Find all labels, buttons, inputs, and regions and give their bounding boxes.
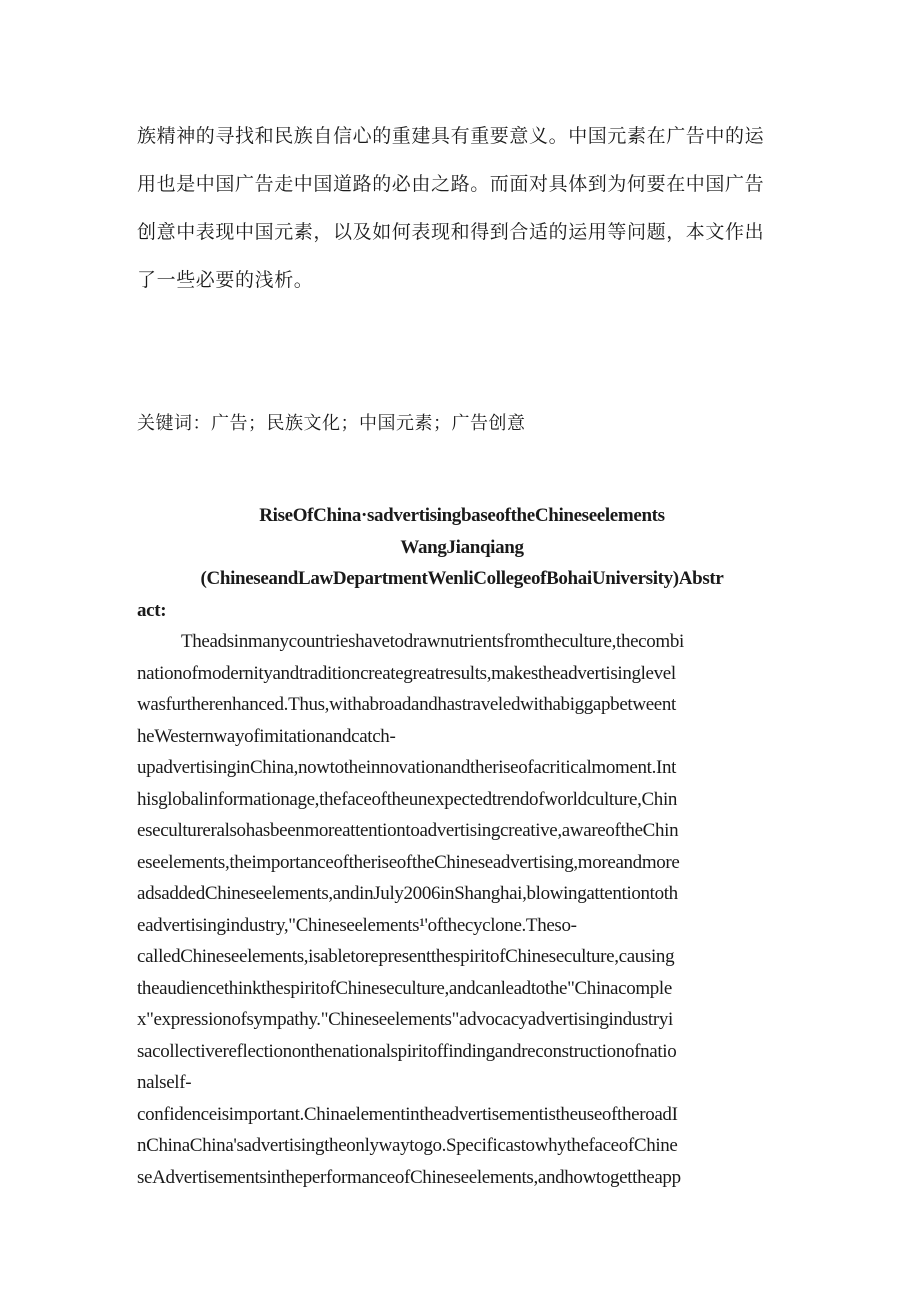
chinese-abstract-line: 族精神的寻找和民族自信心的重建具有重要意义。中国元素在广告中的运 bbox=[137, 125, 765, 147]
chinese-abstract-paragraph bbox=[137, 112, 787, 304]
english-abstract-line: heWesternwayofimitationandcatch- bbox=[137, 725, 396, 747]
chinese-keywords: 关键词：广告；民族文化；中国元素；广告创意 bbox=[137, 413, 526, 434]
english-abstract-line: x"expressionofsympathy."Chineseelements"advocacyadvertisingindustryi bbox=[137, 1009, 673, 1030]
english-abstract-line: eseelements,theimportanceoftheriseoftheChineseadvertising,moreandmore bbox=[137, 851, 680, 873]
english-abstract-line: theaudiencethinkthespiritofChineseculture,andcanleadtothe"Chinacomple bbox=[137, 977, 672, 999]
abstract-heading: act: bbox=[137, 599, 167, 621]
english-abstract-line: calledChineseelements,isabletorepresentthespiritofChineseculture,causing bbox=[137, 946, 675, 967]
english-abstract-line: eadvertisingindustry,"Chineseelements¹'ofthecyclone.Theso- bbox=[137, 914, 577, 936]
english-abstract-line: nChinaChina'sadvertisingtheonlywaytogo.SpecificastowhythefaceofChine bbox=[137, 1135, 678, 1156]
english-abstract-section bbox=[137, 500, 787, 1193]
english-title: RiseOfChina·sadvertisingbaseoftheChineseelements bbox=[259, 505, 665, 526]
english-abstract-line: hisglobalinformationage,thefaceoftheunexpectedtrendofworldculture,Chin bbox=[137, 788, 678, 810]
english-abstract-line: sacollectivereflectiononthenationalspiritoffindingandreconstructionofnatio bbox=[137, 1040, 677, 1062]
english-abstract-line: confidenceisimportant.ChinaelementintheadvertisementistheuseoftheroadI bbox=[137, 1103, 678, 1125]
english-abstract-line: nalself- bbox=[137, 1072, 192, 1093]
english-abstract-line: seAdvertisementsintheperformanceofChineseelements,andhowtogettheapp bbox=[137, 1166, 681, 1188]
english-abstract-line: wasfurtherenhanced.Thus,withabroadandhastraveledwithabiggapbetweent bbox=[137, 694, 676, 715]
english-abstract-line: upadvertisinginChina,nowtotheinnovationandtheriseofacriticalmoment.Int bbox=[137, 757, 677, 778]
chinese-abstract-line: 了一些必要的浅析。 bbox=[137, 269, 314, 291]
english-abstract-line: esecultureralsohasbeenmoreattentiontoadvertisingcreative,awareoftheChin bbox=[137, 820, 679, 841]
chinese-abstract-line: 创意中表现中国元素，以及如何表现和得到合适的运用等问题，本文作出 bbox=[137, 221, 765, 243]
english-abstract-line: adsaddedChineseelements,andinJuly2006inShanghai,blowingattentiontoth bbox=[137, 883, 678, 904]
english-abstract-line: nationofmodernityandtraditioncreategreatresults,makestheadvertisinglevel bbox=[137, 662, 676, 684]
chinese-abstract-line: 用也是中国广告走中国道路的必由之路。而面对具体到为何要在中国广告 bbox=[137, 173, 765, 195]
author-name: WangJianqiang bbox=[400, 536, 524, 558]
affiliation: (ChineseandLawDepartmentWenliCollegeofBohaiUniversity)Abstr bbox=[200, 568, 724, 589]
english-abstract-line: Theadsinmanycountrieshavetodrawnutrientsfromtheculture,thecombi bbox=[181, 631, 684, 652]
